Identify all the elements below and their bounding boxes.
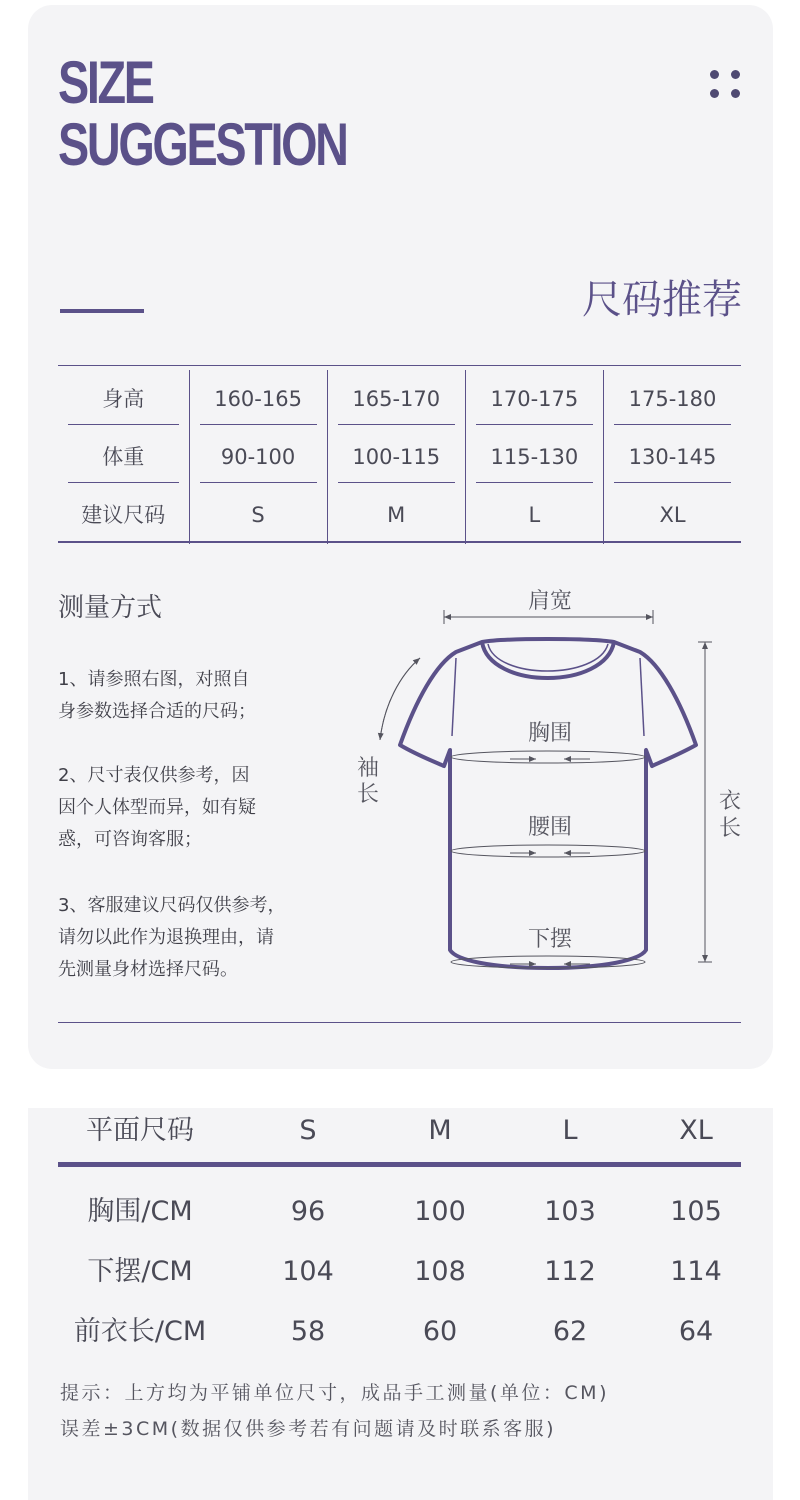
- chest-label: 胸围: [527, 721, 573, 746]
- recommendation-cell: L: [528, 503, 541, 527]
- flat-size-cell: 62: [552, 1316, 588, 1347]
- measurement-note-line: 惑，可咨询客服；: [58, 829, 202, 850]
- recommendation-cell: 165-170: [338, 374, 455, 425]
- measurement-title: 测量方式: [58, 593, 163, 623]
- flat-size-cell: 前衣长/CM: [73, 1316, 207, 1347]
- measurement-note: [58, 890, 318, 986]
- recommendation-table: [58, 370, 741, 544]
- measurement-note: [58, 760, 318, 856]
- recommendation-cell: 130-145: [614, 432, 731, 483]
- measurement-note-line: 先测量身材选择尺码。: [58, 959, 238, 980]
- measurement-bottom-rule: [58, 1022, 741, 1023]
- recommendation-cell: S: [251, 503, 265, 527]
- flat-size-cell: 112: [544, 1256, 596, 1287]
- accent-rule: [60, 309, 144, 313]
- recommendation-cell: 90-100: [200, 432, 317, 483]
- recommendation-cell: 115-130: [476, 432, 593, 483]
- table-top-rule: [58, 365, 741, 366]
- waist-label: 腰围: [527, 815, 573, 840]
- length-label-2: 长: [718, 816, 742, 841]
- brand-title: SIZE SUGGESTION: [58, 49, 347, 178]
- flat-size-cell: 114: [670, 1256, 722, 1287]
- shoulder-label: 肩宽: [527, 589, 573, 614]
- measurement-note-line: 因个人体型而异，如有疑: [58, 797, 256, 818]
- flat-size-header-row: [58, 1108, 741, 1168]
- recommendation-cell: M: [387, 503, 406, 527]
- tip-line-1: 提示：上方均为平铺单位尺寸，成品手工测量(单位：CM): [60, 1382, 609, 1404]
- measurement-note-line: 请勿以此作为退换理由，请: [58, 927, 274, 948]
- flat-size-cell: 64: [678, 1316, 714, 1347]
- flat-size-cell: 60: [422, 1316, 458, 1347]
- flat-size-cell: 96: [290, 1196, 326, 1227]
- tshirt-outline: [400, 639, 696, 968]
- measurement-note-line: 2、尺寸表仅供参考，因: [58, 765, 250, 786]
- flat-size-header-bar: [58, 1162, 741, 1167]
- measurement-note-line: 身参数选择合适的尺码；: [58, 701, 256, 722]
- recommendation-row: [58, 428, 741, 486]
- flat-size-cell: 108: [414, 1256, 466, 1287]
- flat-size-row: [58, 1182, 741, 1242]
- dots-grid-icon[interactable]: [708, 68, 742, 102]
- tshirt-diagram: [340, 580, 750, 990]
- recommendation-row-label: 体重: [68, 432, 179, 483]
- recommendation-row-label: 身高: [68, 374, 179, 425]
- recommendation-row: [58, 370, 741, 428]
- flat-size-header-cell: S: [299, 1115, 317, 1146]
- flat-size-header-cell: XL: [679, 1115, 713, 1146]
- flat-size-cell: 58: [290, 1316, 326, 1347]
- flat-size-cell: 103: [544, 1196, 596, 1227]
- flat-size-header-cell: M: [428, 1115, 452, 1146]
- flat-size-header-cell: L: [562, 1115, 578, 1146]
- measurement-note-line: 3、客服建议尺码仅供参考，: [58, 895, 286, 916]
- measurement-note-line: 1、请参照右图，对照自: [58, 669, 250, 690]
- recommendation-row: [58, 486, 741, 544]
- flat-size-cell: 100: [414, 1196, 466, 1227]
- recommendation-cell: 160-165: [200, 374, 317, 425]
- length-label-1: 衣: [718, 789, 742, 814]
- recommendation-cell: XL: [659, 503, 686, 527]
- section-title: 尺码推荐: [582, 277, 742, 323]
- flat-size-header-cell: 平面尺码: [86, 1115, 194, 1146]
- flat-size-row: [58, 1302, 741, 1362]
- recommendation-row-label: 建议尺码: [81, 503, 166, 527]
- hem-label: 下摆: [527, 927, 573, 952]
- flat-size-cell: 胸围/CM: [87, 1196, 193, 1227]
- tip-line-2: 误差±3CM(数据仅供参考若有问题请及时联系客服): [60, 1418, 556, 1440]
- flat-size-cell: 下摆/CM: [87, 1256, 193, 1287]
- table-bottom-rule: [58, 541, 741, 543]
- flat-size-cell: 104: [282, 1256, 334, 1287]
- flat-size-row: [58, 1242, 741, 1302]
- sleeve-label-2: 长: [356, 782, 380, 807]
- measurement-note: [58, 664, 318, 728]
- recommendation-cell: 170-175: [476, 374, 593, 425]
- recommendation-cell: 175-180: [614, 374, 731, 425]
- recommendation-cell: 100-115: [338, 432, 455, 483]
- flat-size-cell: 105: [670, 1196, 722, 1227]
- sleeve-label-1: 袖: [356, 756, 380, 781]
